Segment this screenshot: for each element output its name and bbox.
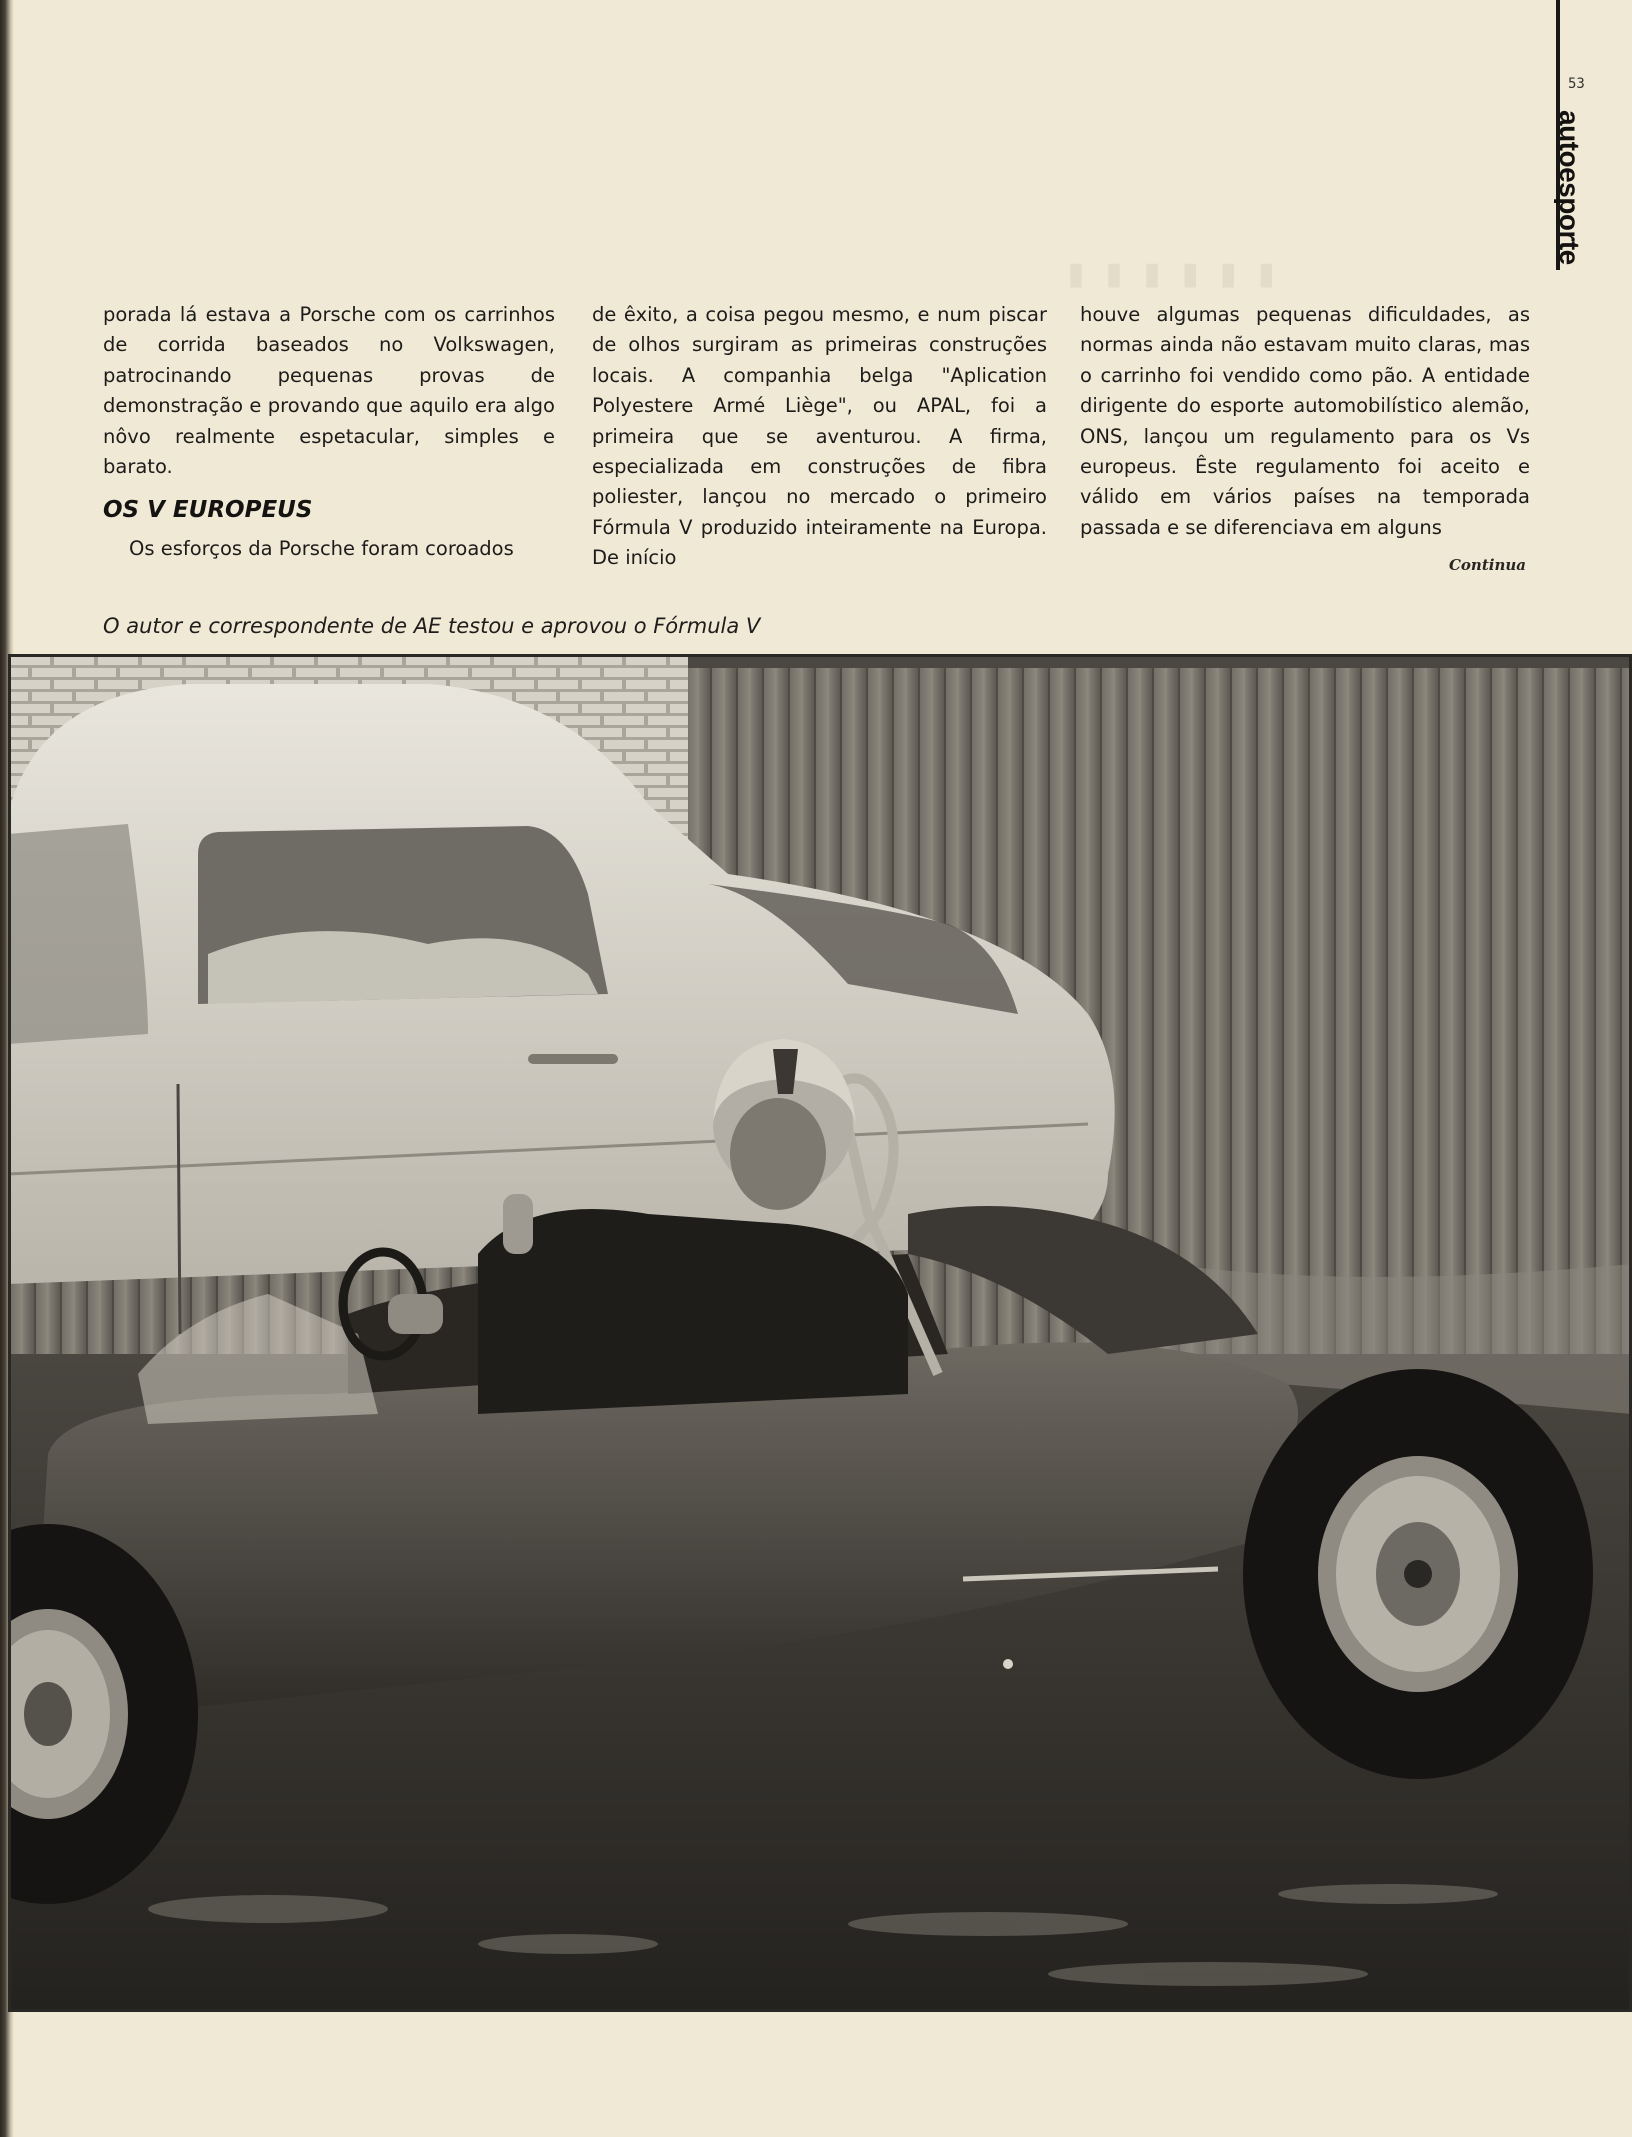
bleed-through-ghost: ▮▮▮▮▮▮ [1050,250,1279,296]
photo-caption: O autor e correspondente de AE testou e aprovou o Fórmula V [103,614,761,638]
column-2-paragraph-1: de êxito, a coisa pegou mesmo, e num piscar de olhos surgiram as primeiras construções locais. A companhia belga "Aplication Polyestere Armé Liège", ou APAL, foi a primeira que se aventurou. A firma, especializada em construções de fibra poliester, lançou no mercado o primeiro Fórmula V produzido inteiramente na Europa. De início [592,303,1047,570]
article-column-2 [592,300,1047,574]
rear-wheel [1243,1369,1593,1779]
article-column-1 [103,300,555,565]
continued-note: Continua [1448,556,1526,574]
column-1-paragraph-1: porada lá estava a Porsche com os carrinhos de corrida baseados no Volkswagen, patrocinando pequenas provas de demonstração e provando que aquilo era algo nôvo realmente espetacular, simples e barato. [103,303,555,479]
column-3-paragraph-1: houve algumas pequenas dificuldades, as normas ainda não estavam muito claras, mas o carrinho foi vendido como pão. A entidade dirigente do esporte automobilístico alemão, ONS, lançou um regulamento para os Vs europeus. Êste regulamento foi aceito e válido em vários países na temporada passada e se diferenciava em alguns [1080,303,1530,539]
column-1-paragraph-2: Os esforços da Porsche foram coroados [129,537,514,561]
masthead-label: autoesporte [1554,110,1585,265]
photo-formula-v-driver [8,654,1632,2012]
masthead [1554,110,1602,270]
page-number: 53 [1568,76,1585,92]
article-column-3 [1080,300,1530,543]
section-heading: OS V EUROPEUS [103,497,313,524]
